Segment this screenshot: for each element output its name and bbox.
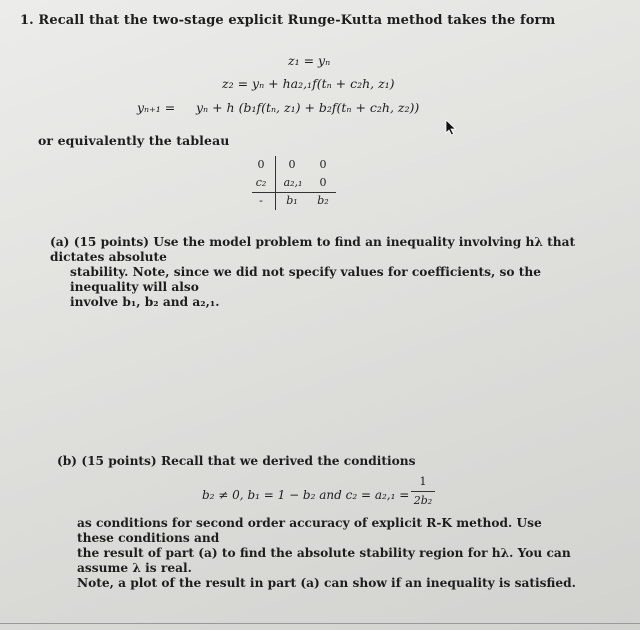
part-a-points: (15 points) — [73, 235, 150, 249]
tableau-r2c3: 0 — [319, 176, 327, 189]
mouse-pointer-icon — [443, 118, 459, 138]
part-a-text-line2: stability. Note, since we did not specify values for coefficients, so the inequality will also — [70, 265, 541, 294]
part-b-text-line3: Note, a plot of the result in part (a) can show if an inequality is satisfied. — [77, 576, 576, 590]
part-a-label: (a) — [50, 235, 70, 249]
tableau-r1c1: 0 — [257, 158, 265, 171]
part-b-intro: Recall that we derived the conditions — [160, 454, 416, 468]
tableau-r1c2: 0 — [288, 158, 296, 171]
butcher-tableau — [248, 156, 348, 212]
part-a-text-line1: Use the model problem to find an inequality involving hλ that dictates absolute — [50, 235, 576, 264]
equation-yn1-rhs: yₙ + h (b₁f(tₙ, z₁) + b₂f(tₙ + c₂h, z₂)) — [196, 100, 420, 115]
tableau-r3c1: - — [259, 194, 263, 207]
tableau-r3c3: b₂ — [317, 194, 329, 207]
part-a — [50, 235, 590, 310]
part-b-label: (b) — [57, 454, 78, 468]
part-b-text-line2: the result of part (a) to find the absolute stability region for hλ. You can assume λ is real. — [77, 546, 571, 575]
equation-z2: z₂ = yₙ + ha₂,₁f(tₙ + c₂h, z₁) — [222, 76, 395, 91]
part-b-body — [77, 516, 577, 591]
equation-z1: z₁ = yₙ — [288, 53, 331, 68]
tableau-r2c2: a₂,₁ — [283, 176, 303, 189]
part-a-line1 — [50, 235, 590, 265]
equation-yn1-lhs: yₙ₊₁ = — [137, 100, 176, 115]
problem-number: 1. — [20, 13, 34, 28]
part-b-points: (15 points) — [81, 454, 157, 468]
tableau-intro: or equivalently the tableau — [38, 133, 230, 148]
fraction-denominator: 2b₂ — [413, 494, 433, 507]
tableau-vertical-rule — [275, 156, 276, 210]
tableau-r2c1: c₂ — [255, 176, 267, 189]
part-b-conditions: b₂ ≠ 0, b₁ = 1 − b₂ and c₂ = a₂,₁ = — [202, 488, 410, 502]
tableau-r3c2: b₁ — [286, 194, 298, 207]
problem-heading — [20, 13, 555, 28]
part-a-text-line3: involve b₁, b₂ and a₂,₁. — [70, 295, 220, 309]
problem-intro: Recall that the two-stage explicit Runge-Kutta method takes the form — [38, 13, 556, 28]
tableau-r1c3: 0 — [319, 158, 327, 171]
page-bottom-edge — [0, 623, 640, 624]
part-b-text-line1: as conditions for second order accuracy of explicit R-K method. Use these conditions and — [77, 516, 542, 545]
part-b-heading — [57, 454, 415, 469]
tableau-horizontal-rule — [252, 192, 336, 193]
fraction-bar — [411, 491, 435, 492]
fraction-numerator: 1 — [419, 475, 427, 488]
